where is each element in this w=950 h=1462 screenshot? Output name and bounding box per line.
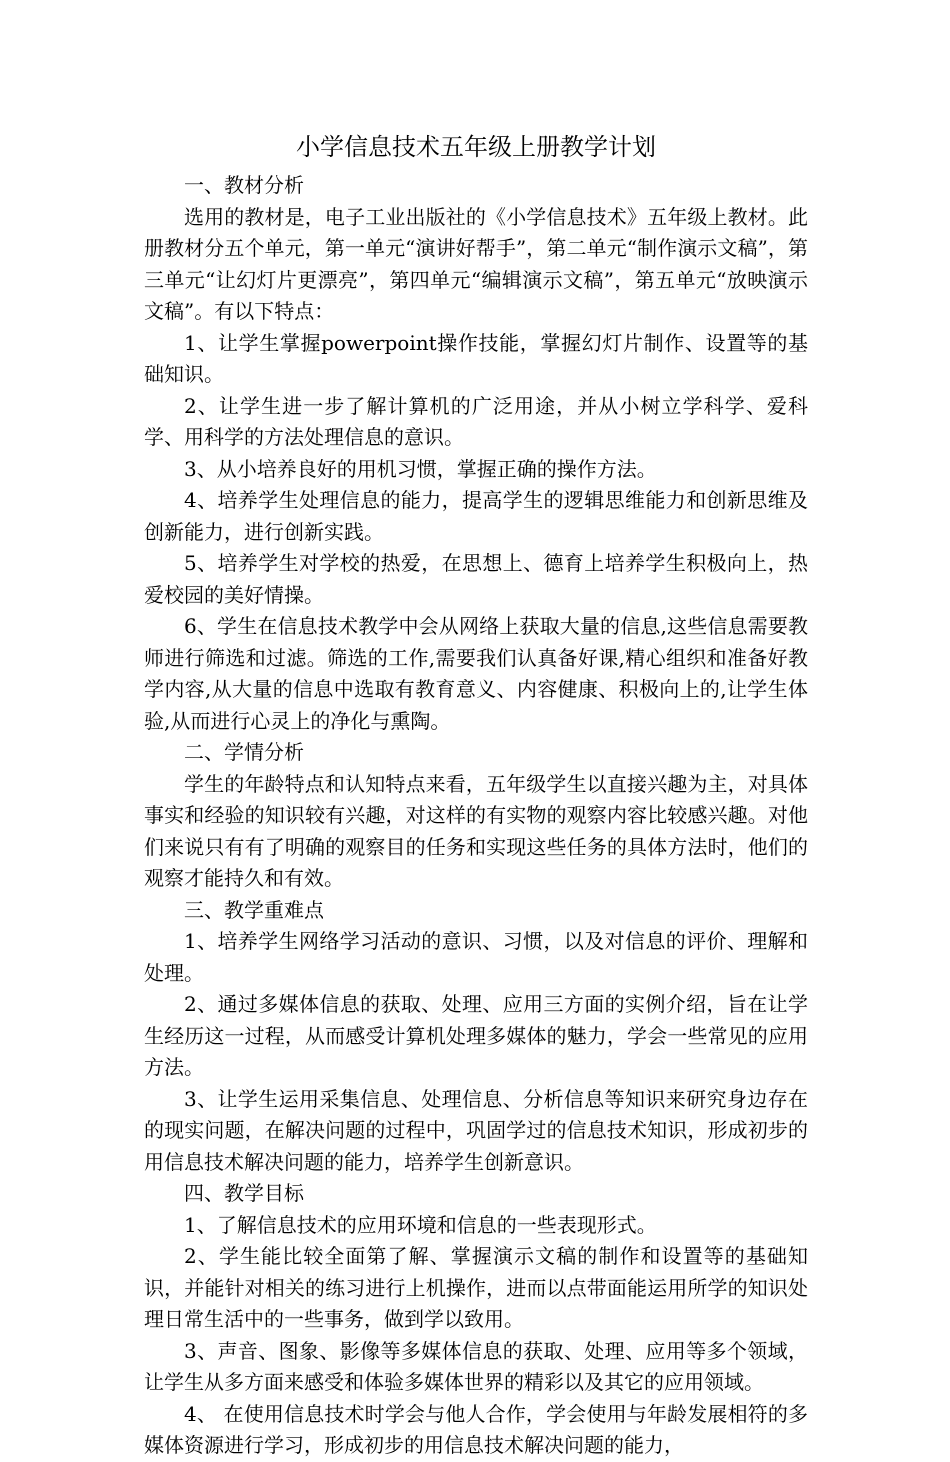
paragraph: 5、培养学生对学校的热爱，在思想上、德育上培养学生积极向上，热爱校园的美好情操。 xyxy=(144,551,808,607)
section-heading: 四、教学目标 xyxy=(184,1181,304,1205)
document-body xyxy=(144,130,808,1462)
paragraph: 2、让学生进一步了解计算机的广泛用途，并从小树立学科学、爱科学、用科学的方法处理信息的意识。 xyxy=(144,393,808,449)
paragraph: 2、通过多媒体信息的获取、处理、应用三方面的实例介绍，旨在让学生经历这一过程，从而感受计算机处理多媒体的魅力，学会一些常见的应用方法。 xyxy=(144,992,808,1079)
section-heading: 一、教材分析 xyxy=(184,173,304,197)
paragraph: 选用的教材是，电子工业出版社的《小学信息技术》五年级上教材。此册教材分五个单元，第一单元“演讲好帮手”，第二单元“制作演示文稿”，第三单元“让幻灯片更漂亮”，第四单元“编辑演示文稿”，第五单元“放映演示文稿”。有以下特点： xyxy=(144,204,808,323)
section-heading: 三、教学重难点 xyxy=(184,897,324,922)
paragraph: 3、从小培养良好的用机习惯，掌握正确的操作方法。 xyxy=(184,456,657,481)
paragraph: 1、了解信息技术的应用环境和信息的一些表现形式。 xyxy=(184,1212,657,1237)
paragraph: 4、培养学生处理信息的能力，提高学生的逻辑思维能力和创新思维及创新能力，进行创新实践。 xyxy=(144,488,808,544)
document-content xyxy=(144,170,808,1462)
document-title: 小学信息技术五年级上册教学计划 xyxy=(296,133,656,161)
paragraph: 6、学生在信息技术教学中会从网络上获取大量的信息,这些信息需要教师进行筛选和过滤。筛选的工作,需要我们认真备好课,精心组织和准备好教学内容,从大量的信息中选取有教育意义、内容健康、积极向上的,让学生体验,从而进行心灵上的净化与熏陶。 xyxy=(144,614,808,733)
section-heading: 二、学情分析 xyxy=(184,740,304,764)
paragraph: 1、让学生掌握powerpoint操作技能，掌握幻灯片制作、设置等的基础知识。 xyxy=(144,330,808,386)
paragraph: 1、培养学生网络学习活动的意识、习惯，以及对信息的评价、理解和处理。 xyxy=(144,929,808,985)
paragraph: 3、让学生运用采集信息、处理信息、分析信息等知识来研究身边存在的现实问题，在解决问题的过程中，巩固学过的信息技术知识，形成初步的用信息技术解决问题的能力，培养学生创新意识。 xyxy=(144,1086,808,1174)
paragraph: 4、 在使用信息技术时学会与他人合作，学会使用与年龄发展相符的多媒体资源进行学习，形成初步的用信息技术解决问题的能力， xyxy=(144,1401,808,1457)
paragraph: 3、声音、图象、影像等多媒体信息的获取、处理、应用等多个领域，让学生从多方面来感受和体验多媒体世界的精彩以及其它的应用领域。 xyxy=(144,1338,808,1394)
paragraph: 学生的年龄特点和认知特点来看，五年级学生以直接兴趣为主，对具体事实和经验的知识较有兴趣，对这样的有实物的观察内容比较感兴趣。对他们来说只有有了明确的观察目的任务和实现这些任务的具体方法时，他们的观察才能持久和有效。 xyxy=(144,771,808,890)
paragraph: 2、学生能比较全面第了解、掌握演示文稿的制作和设置等的基础知识，并能针对相关的练习进行上机操作，进而以点带面能运用所学的知识处理日常生活中的一些事务，做到学以致用。 xyxy=(144,1244,808,1331)
